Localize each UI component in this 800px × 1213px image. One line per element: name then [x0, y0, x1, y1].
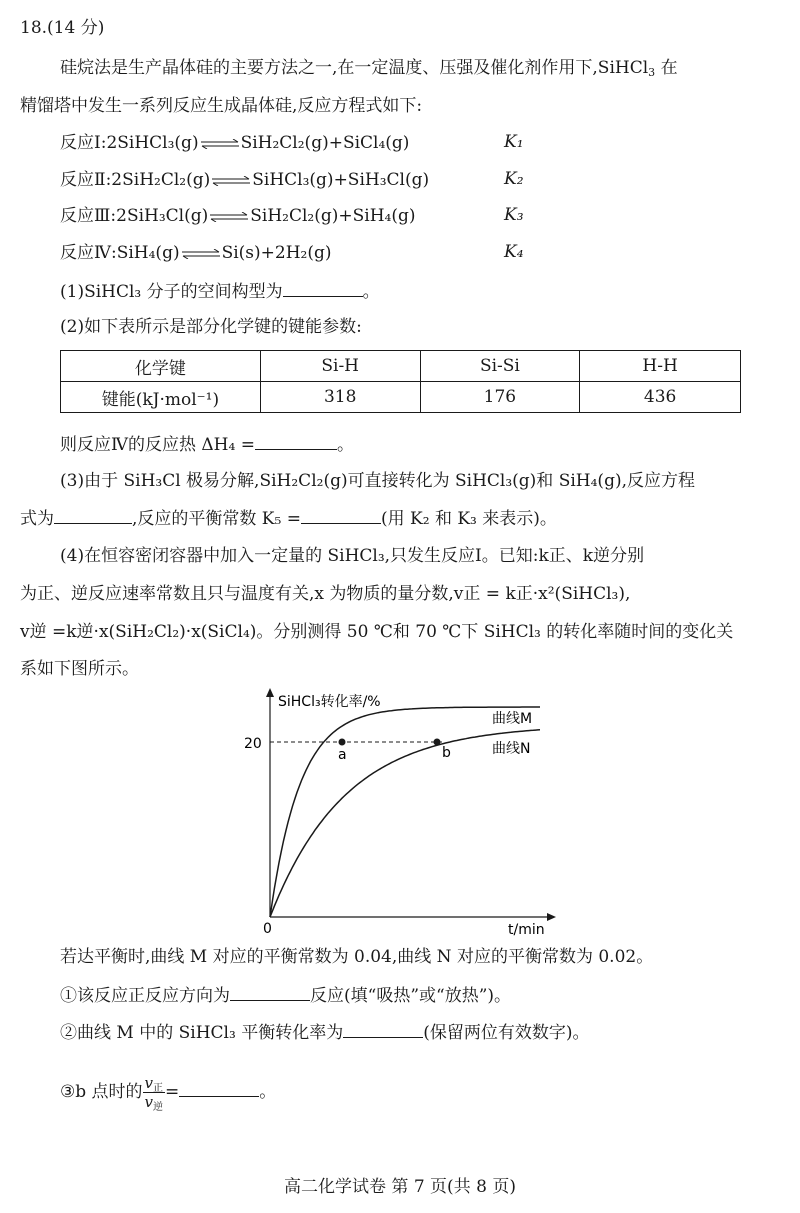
table-row [61, 382, 741, 413]
series-label-M: 曲线M [492, 711, 533, 727]
q4-line-4: 系如下图所示。 [20, 659, 139, 679]
reaction-4-left: :SiH₄(g) [110, 243, 180, 263]
q3-text-b: ,反应的平衡常数 K₅ = [132, 509, 301, 529]
intro-text-1: 硅烷法是生产晶体硅的主要方法之一,在一定温度、压强及催化剂作用下,SiHCl [60, 58, 649, 78]
table-row-label: 键能(kJ·mol⁻¹) [61, 382, 261, 413]
q4-sub3-blank[interactable] [179, 1080, 259, 1097]
denominator-sub: 逆 [153, 1102, 164, 1113]
q3-k5-blank[interactable] [301, 507, 381, 524]
equilibrium-arrow-icon [209, 212, 249, 222]
y-axis-arrow-icon [266, 688, 274, 697]
q4-line-3: v逆 =k逆·x(SiH₂Cl₂)·x(SiCl₄)。分别测得 50 ℃和 70 ℃下 SiHCl₃ 的转化率随时间的变化关 [20, 622, 734, 642]
reaction-4-label: 反应Ⅳ [60, 243, 111, 263]
k2-label: K₂ [504, 169, 524, 189]
reaction-1-label: 反应Ⅰ [60, 133, 101, 153]
q4-line-1: (4)在恒容密闭容器中加入一定量的 SiHCl₃,只发生反应Ⅰ。已知:k正、k逆分别 [60, 546, 645, 566]
k4-label: K₄ [504, 242, 524, 262]
numerator-sub: 正 [153, 1083, 164, 1094]
reaction-4-right: Si(s)+2H₂(g) [221, 243, 332, 263]
intro-line-2: 精馏塔中发生一系列反应生成晶体硅,反应方程式如下: [20, 96, 423, 116]
question-number-line [20, 17, 104, 39]
reaction-1-right: SiH₂Cl₂(g)+SiCl₄(g) [240, 133, 410, 153]
q4-sub1-blank[interactable] [230, 984, 310, 1001]
q4-sub3: ③b 点时的 $\frac{v_正}{v_逆}$ = 。 [60, 1074, 277, 1113]
table-header-row [61, 351, 741, 382]
reaction-2 [60, 169, 429, 191]
equilibrium-arrow-icon [200, 139, 240, 149]
point-a-label: a [338, 747, 347, 763]
reaction-2-left: :2SiH₂Cl₂(g) [105, 170, 211, 190]
point-b-label: b [442, 745, 451, 761]
q4-sub1-end: 反应(填“吸热”或“放热”)。 [310, 986, 512, 1006]
series-label-N: 曲线N [492, 741, 531, 757]
conversion-chart [230, 685, 560, 940]
reaction-4 [60, 242, 332, 264]
x-axis-label: t/min [508, 922, 545, 938]
table-header-cell: Si-H [260, 351, 420, 382]
reaction-2-right: SiHCl₃(g)+SiH₃Cl(g) [252, 170, 430, 190]
series-line-N [270, 730, 540, 917]
intro-line-1: 硅烷法是生产晶体硅的主要方法之一,在一定温度、压强及催化剂作用下,SiHCl$_3$ 在 [60, 58, 678, 79]
equilibrium-arrow-icon [211, 176, 251, 186]
y-axis-label: SiHCl₃转化率/% [278, 694, 381, 710]
velocity-ratio-fraction [143, 1074, 165, 1111]
q1-line [60, 280, 380, 303]
fraction-numerator [143, 1074, 165, 1093]
point-b [434, 739, 441, 746]
bond-energy-table [60, 350, 741, 413]
q4-sub2 [60, 1021, 589, 1044]
denominator-v: v [144, 1093, 154, 1111]
reaction-3-label: 反应Ⅲ [60, 206, 111, 226]
table-header-cell: Si-Si [420, 351, 580, 382]
reaction-1 [60, 132, 409, 154]
q4-sub2-text: ②曲线 M 中的 SiHCl₃ 平衡转化率为 [60, 1023, 344, 1043]
q4-after-chart: 若达平衡时,曲线 M 对应的平衡常数为 0.04,曲线 N 对应的平衡常数为 0.02。 [60, 947, 654, 967]
q3-text-c: (用 K₂ 和 K₃ 来表示)。 [380, 509, 557, 529]
q1-answer-blank[interactable] [283, 280, 363, 297]
q4-sub1-text: ①该反应正反应方向为 [60, 986, 230, 1006]
q4-line-2: 为正、逆反应速率常数且只与温度有关,x 为物质的量分数,v正 = k正·x²(SiHCl₃), [20, 584, 631, 604]
q2-intro: (2)如下表所示是部分化学键的键能参数: [60, 317, 362, 337]
reaction-3-right: SiH₂Cl₂(g)+SiH₄(g) [250, 206, 416, 226]
fraction-denominator [143, 1093, 165, 1111]
k1-label: K₁ [504, 132, 524, 152]
intro-text-1-end: 在 [660, 58, 678, 78]
page-footer: 高二化学试卷 第 7 页(共 8 页) [284, 1177, 516, 1197]
table-header-cell: H-H [580, 351, 741, 382]
x-axis-arrow-icon [547, 913, 556, 921]
q2-followup-end: 。 [336, 435, 354, 455]
k3-label: K₃ [504, 205, 524, 225]
q3-equation-blank[interactable] [54, 507, 132, 524]
question-score: (14 分) [47, 18, 105, 38]
equilibrium-arrow-icon [181, 249, 221, 259]
q1-text: (1)SiHCl₃ 分子的空间构型为 [60, 282, 283, 302]
q4-sub1 [60, 984, 511, 1007]
reaction-3-left: :2SiH₃Cl(g) [110, 206, 209, 226]
q4-sub2-blank[interactable] [343, 1021, 423, 1038]
y-tick-label: 20 [244, 736, 262, 752]
series-line-M [270, 707, 540, 917]
q2-answer-blank[interactable] [255, 433, 337, 450]
q4-sub2-end: (保留两位有效数字)。 [423, 1023, 590, 1043]
table-cell: 436 [580, 382, 741, 413]
reaction-3 [60, 205, 416, 227]
numerator-v: v [144, 1074, 154, 1092]
origin-label: 0 [263, 921, 272, 937]
question-number: 18. [20, 18, 48, 38]
reaction-2-label: 反应Ⅱ [60, 170, 106, 190]
q3-line-1: (3)由于 SiH₃Cl 极易分解,SiH₂Cl₂(g)可直接转化为 SiHCl₃(g)和 SiH₄(g),反应方程 [60, 471, 695, 491]
q3-line-2 [20, 507, 557, 530]
table-cell: 176 [420, 382, 580, 413]
q4-sub3-eq: = [165, 1082, 180, 1102]
q4-sub3-text: ③b 点时的 [60, 1082, 143, 1102]
q1-text-end: 。 [362, 282, 380, 302]
q3-text-a: 式为 [20, 509, 54, 529]
q2-followup-text: 则反应Ⅳ的反应热 ΔH₄ = [60, 435, 255, 455]
table-header-cell: 化学键 [61, 351, 261, 382]
q2-followup [60, 433, 354, 456]
reaction-1-left: :2SiHCl₃(g) [100, 133, 199, 153]
table-cell: 318 [260, 382, 420, 413]
point-a [339, 739, 346, 746]
